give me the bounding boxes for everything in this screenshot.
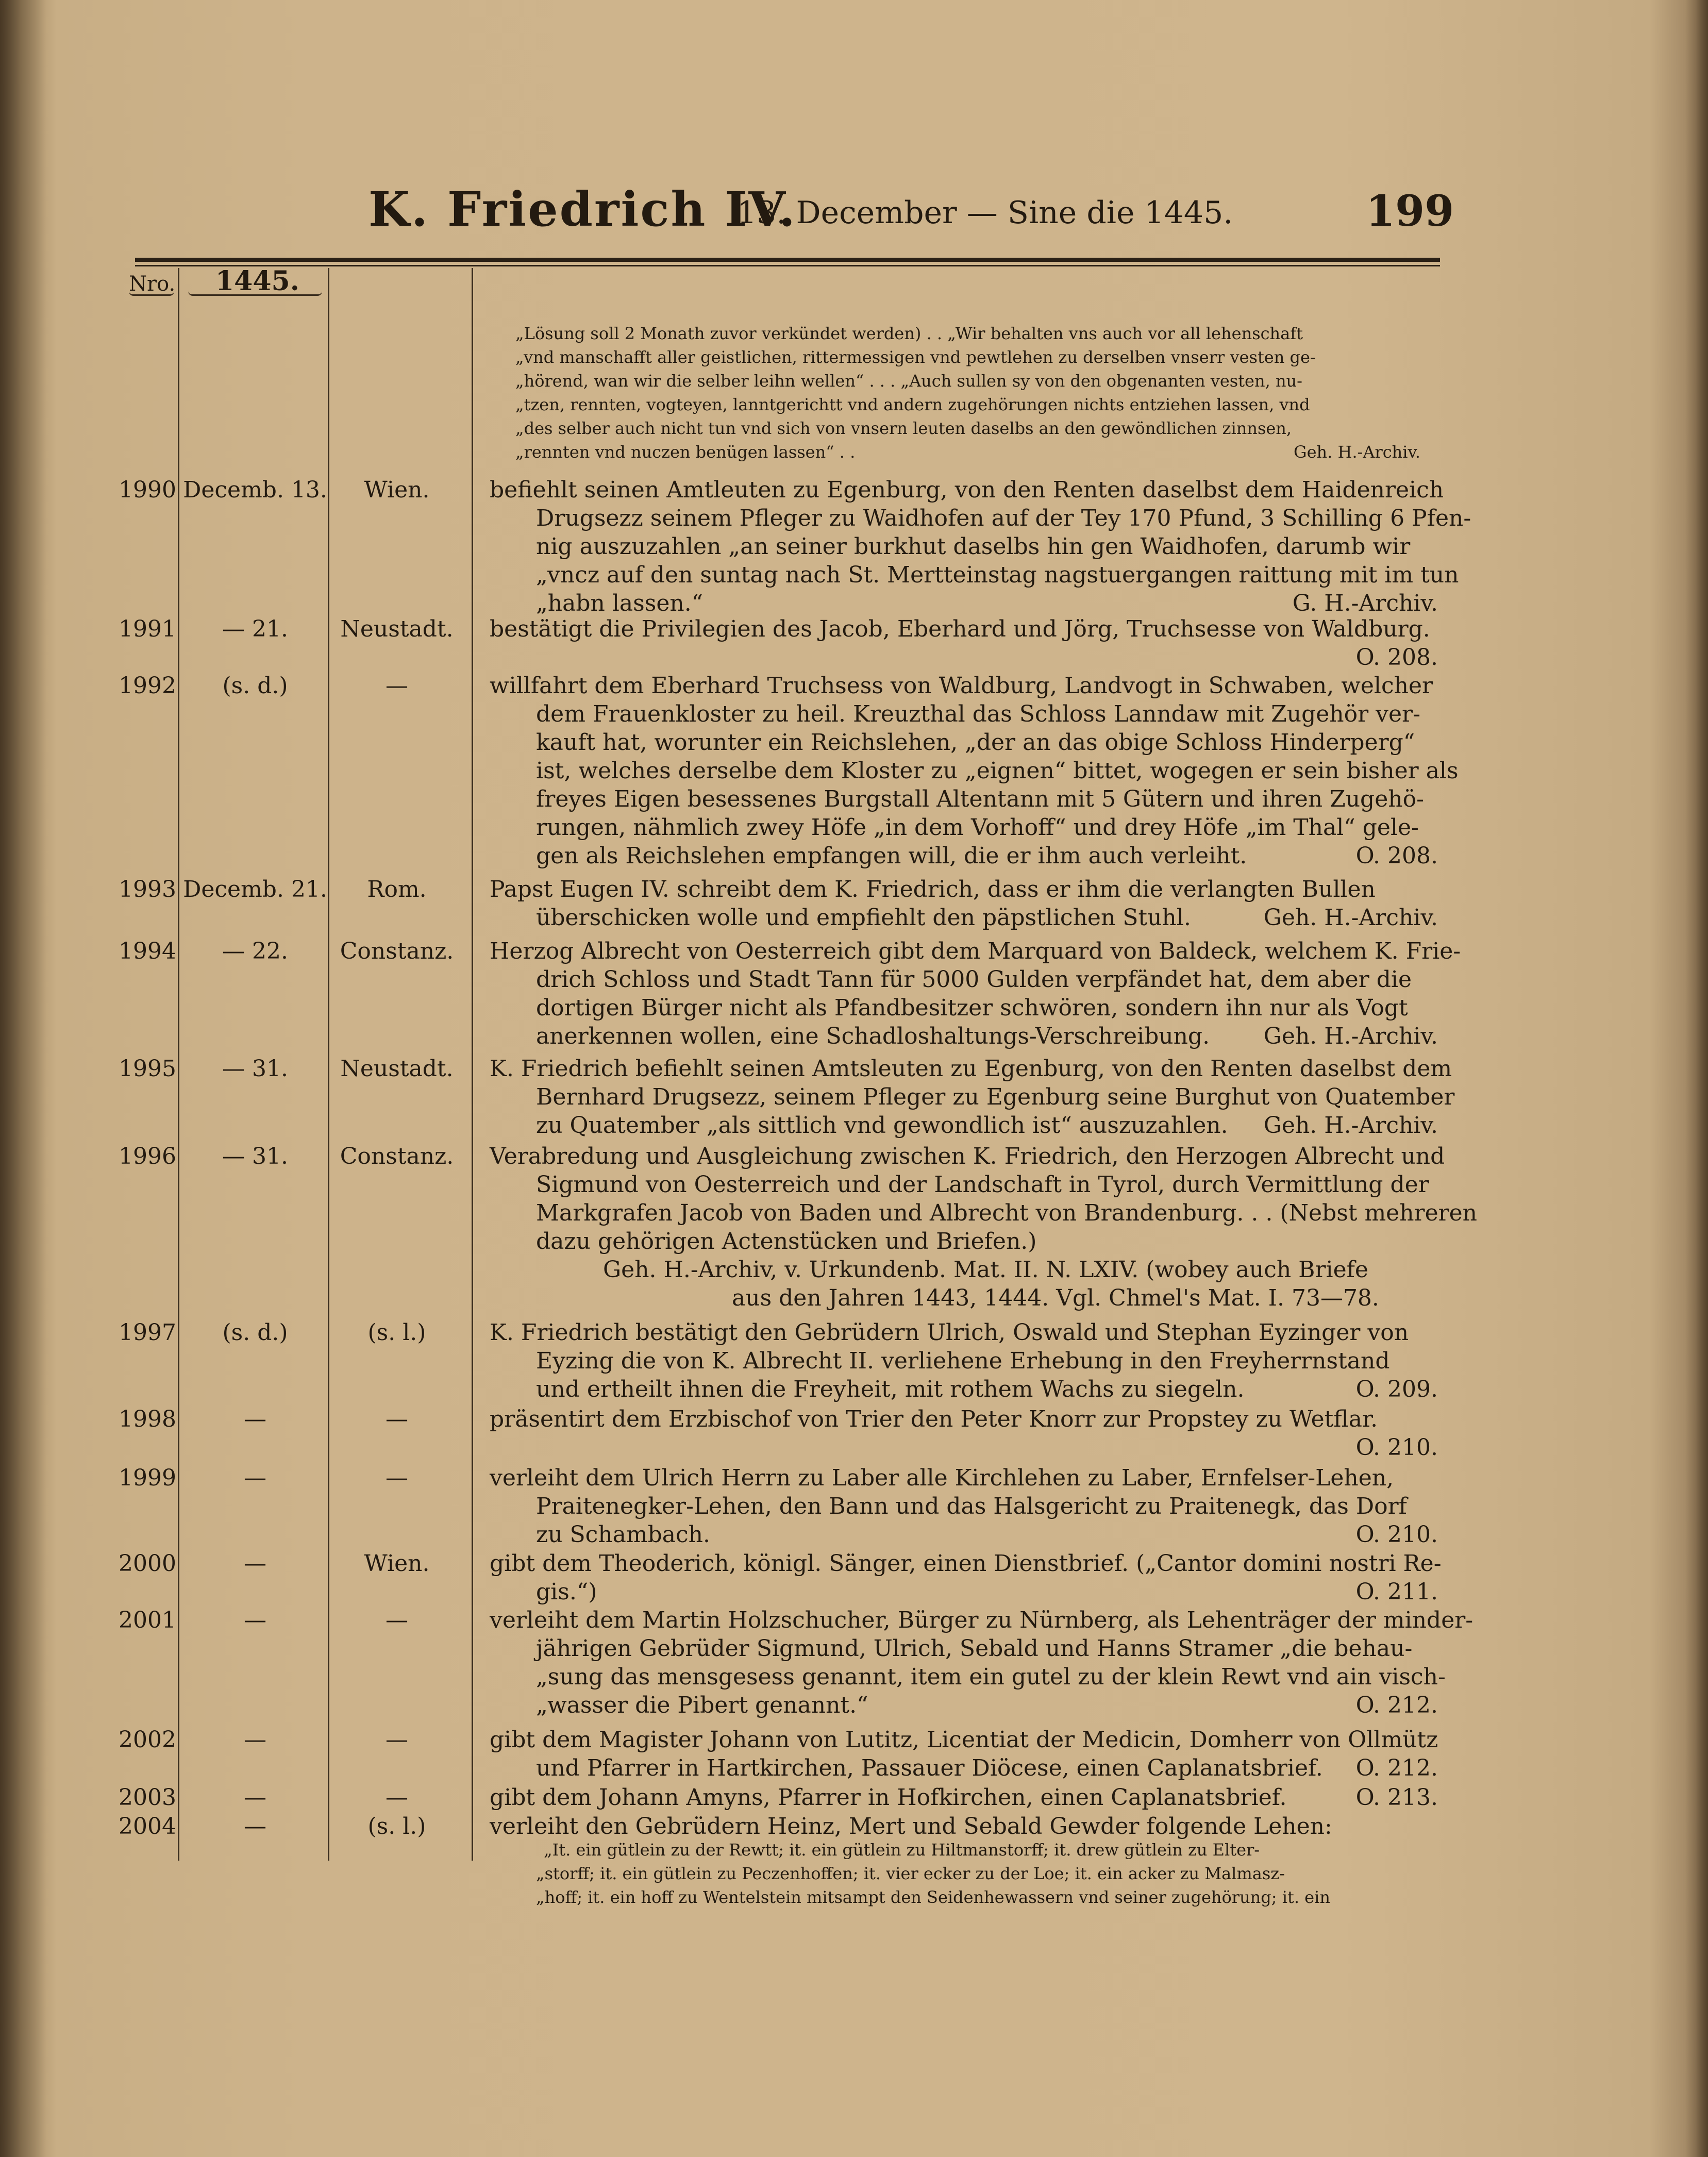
nro-brace	[129, 291, 174, 296]
entry-text-line: gen als Reichslehen empfangen will, die er ihm auch verleiht.	[536, 843, 1247, 869]
entry-number: 2001	[119, 1607, 176, 1633]
entry-text-line: Markgrafen Jacob von Baden und Albrecht von Brandenburg. . . (Nebst mehreren	[536, 1200, 1478, 1226]
year-brace	[188, 291, 322, 296]
entry-date: — 22.	[222, 938, 288, 964]
entry-number: 1992	[119, 673, 176, 699]
entry-text-line: „wasser die Pibert genannt.“	[536, 1692, 868, 1718]
entry-place: Constanz.	[340, 938, 454, 964]
header-rule-thick	[135, 258, 1440, 262]
entry-source: O. 210.	[1355, 1434, 1438, 1461]
entry-source: Geh. H.-Archiv.	[1263, 1023, 1438, 1049]
entry-text-line: aus den Jahren 1443, 1444. Vgl. Chmel's Mat. I. 73—78.	[732, 1285, 1379, 1311]
entry-source: O. 212.	[1355, 1755, 1438, 1781]
entry-text-line: zu Schambach.	[536, 1521, 710, 1548]
entry-text-line: dazu gehörigen Actenstücken und Briefen.)	[536, 1228, 1037, 1255]
entry-source: O. 209.	[1355, 1376, 1438, 1402]
entry-number: 1999	[119, 1465, 176, 1491]
entry-text-line: gibt dem Magister Johann von Lutitz, Licentiat der Medicin, Domherr von Ollmütz	[490, 1727, 1438, 1753]
entry-text-line: dem Frauenkloster zu heil. Kreuzthal das Schloss Lanndaw mit Zugehör ver-	[536, 701, 1420, 727]
entry-date: —	[244, 1784, 266, 1811]
entry-text-line: rungen, nähmlich zwey Höfe „in dem Vorhoff“ und drey Höfe „im Thal“ gele-	[536, 814, 1419, 841]
entry-text-line: Sigmund von Oesterreich und der Landschaft in Tyrol, durch Vermittlung der	[536, 1172, 1429, 1198]
entry-place: —	[386, 1465, 408, 1491]
entry-number: 2002	[119, 1727, 176, 1753]
entry-text-line: Papst Eugen IV. schreibt dem K. Friedrich, dass er ihm die verlangten Bullen	[490, 876, 1376, 902]
entry-text-line: „sung das mensgesess genannt, item ein gutel zu der klein Rewt vnd ain visch-	[536, 1664, 1446, 1690]
entry-number: 1991	[119, 616, 176, 642]
entry-place: Neustadt.	[340, 1056, 454, 1082]
entry-number: 1998	[119, 1406, 176, 1432]
header-rule-thin	[135, 265, 1440, 266]
running-date-range: 13. December — Sine die 1445.	[737, 195, 1233, 231]
entry-source: Geh. H.-Archiv.	[1263, 1112, 1438, 1139]
entry-number: 1995	[119, 1056, 176, 1082]
entry-text-line: drich Schloss und Stadt Tann für 5000 Gulden verpfändet hat, dem aber die	[536, 966, 1412, 993]
entry-text-line: jährigen Gebrüder Sigmund, Ulrich, Sebald und Hanns Stramer „die behau-	[536, 1635, 1413, 1662]
entry-text-line: nig auszuzahlen „an seiner burkhut daselbs hin gen Waidhofen, darumb wir	[536, 533, 1411, 560]
intro-line: „hörend, wan wir die selber leihn wellen“ . . . „Auch sullen sy von den obgenanten vesten, nu-	[515, 371, 1302, 391]
entry-text-line: dortigen Bürger nicht als Pfandbesitzer schwören, sondern ihn nur als Vogt	[536, 995, 1408, 1021]
entry-number: 1993	[119, 876, 176, 902]
entry-place: (s. l.)	[367, 1319, 426, 1346]
entry-place: —	[386, 1607, 408, 1633]
column-header-year: 1445.	[215, 265, 299, 297]
entry-place: —	[386, 1727, 408, 1753]
entry-text-line: verleiht dem Martin Holzschucher, Bürger zu Nürnberg, als Lehenträger der minder-	[490, 1607, 1473, 1633]
intro-source: Geh. H.-Archiv.	[1294, 442, 1420, 462]
entry-text-line: Praitenegker-Lehen, den Bann und das Halsgericht zu Praitenegk, das Dorf	[536, 1493, 1407, 1519]
entry-date: — 31.	[222, 1056, 288, 1082]
page-edge-shadow	[1685, 0, 1708, 2157]
entry-text-line: gibt dem Theoderich, königl. Sänger, einen Dienstbrief. („Cantor domini nostri Re-	[490, 1550, 1442, 1577]
entry-text-line: präsentirt dem Erzbischof von Trier den Peter Knorr zur Propstey zu Wetflar.	[490, 1406, 1378, 1432]
entry-text-line: Drugsezz seinem Pfleger zu Waidhofen auf der Tey 170 Pfund, 3 Schilling 6 Pfen-	[536, 505, 1471, 531]
entry-number: 2003	[119, 1784, 176, 1811]
entry-date: —	[244, 1406, 266, 1432]
entry-text-line: Bernhard Drugsezz, seinem Pfleger zu Egenburg seine Burghut von Quatember	[536, 1084, 1455, 1110]
entry-place: —	[386, 673, 408, 699]
entry-date: Decemb. 13.	[183, 477, 327, 503]
entry-text-line: Verabredung und Ausgleichung zwischen K. Friedrich, den Herzogen Albrecht und	[490, 1143, 1445, 1169]
entry-source: G. H.-Archiv.	[1292, 590, 1438, 616]
running-title: K. Friedrich IV.	[369, 181, 797, 237]
entry-source: O. 210.	[1355, 1521, 1438, 1548]
entry-place: Wien.	[364, 477, 430, 503]
entry-text-line: Herzog Albrecht von Oesterreich gibt dem Marquard von Baldeck, welchem K. Frie-	[490, 938, 1461, 964]
entry-source: O. 211.	[1355, 1579, 1438, 1605]
gutter-shadow	[0, 0, 46, 2157]
entry-place: Neustadt.	[340, 616, 454, 642]
entry-date: (s. d.)	[222, 673, 288, 699]
entry-text-line: „vncz auf den suntag nach St. Mertteinstag nagstuergangen raittung mit im tun	[536, 562, 1459, 588]
intro-line: „des selber auch nicht tun vnd sich von vnsern leuten daselbs an den gewöndlichen zinnsen,	[515, 419, 1292, 438]
entry-text-line: Eyzing die von K. Albrecht II. verliehene Erhebung in den Freyherrnstand	[536, 1348, 1390, 1374]
entry-text-line: und ertheilt ihnen die Freyheit, mit rothem Wachs zu siegeln.	[536, 1376, 1245, 1402]
footer-line: „hoff; it. ein hoff zu Wentelstein mitsampt den Seidenhewassern vnd seiner zugehörung; it. ein	[536, 1887, 1330, 1907]
entry-date: —	[244, 1607, 266, 1633]
entry-source: O. 212.	[1355, 1692, 1438, 1718]
entry-place: Constanz.	[340, 1143, 454, 1169]
column-divider-nro	[178, 268, 179, 1861]
entry-source: O. 208.	[1355, 843, 1438, 869]
entry-date: (s. d.)	[222, 1319, 288, 1346]
entry-number: 2004	[119, 1813, 176, 1840]
entry-text-line: bestätigt die Privilegien des Jacob, Eberhard und Jörg, Truchsesse von Waldburg.	[490, 616, 1430, 642]
entry-source: O. 208.	[1355, 644, 1438, 671]
entry-date: — 21.	[222, 616, 288, 642]
entry-text-line: ist, welches derselbe dem Kloster zu „eignen“ bittet, wogegen er sein bisher als	[536, 758, 1459, 784]
entry-text-line: und Pfarrer in Hartkirchen, Passauer Diöcese, einen Caplanatsbrief.	[536, 1755, 1323, 1781]
footer-line: „It. ein gütlein zu der Rewtt; it. ein gütlein zu Hiltmanstorff; it. drew gütlein zu Elter-	[544, 1840, 1260, 1860]
entry-place: Rom.	[367, 876, 427, 902]
entry-date: —	[244, 1727, 266, 1753]
entry-text-line: verleiht dem Ulrich Herrn zu Laber alle Kirchlehen zu Laber, Ernfelser-Lehen,	[490, 1465, 1394, 1491]
entry-text-line: Geh. H.-Archiv, v. Urkundenb. Mat. II. N. LXIV. (wobey auch Briefe	[603, 1257, 1368, 1283]
entry-date: —	[244, 1550, 266, 1577]
entry-text-line: willfahrt dem Eberhard Truchsess von Waldburg, Landvogt in Schwaben, welcher	[490, 673, 1433, 699]
entry-number: 2000	[119, 1550, 176, 1577]
entry-number: 1994	[119, 938, 176, 964]
entry-date: Decemb. 21.	[183, 876, 327, 902]
entry-source: O. 213.	[1355, 1784, 1438, 1811]
entry-number: 1997	[119, 1319, 176, 1346]
entry-text-line: gibt dem Johann Amyns, Pfarrer in Hofkirchen, einen Caplanatsbrief.	[490, 1784, 1287, 1811]
entry-text-line: „habn lassen.“	[536, 590, 704, 616]
entry-text-line: befiehlt seinen Amtleuten zu Egenburg, von den Renten daselbst dem Haidenreich	[490, 477, 1444, 503]
entry-text-line: K. Friedrich befiehlt seinen Amtsleuten zu Egenburg, von den Renten daselbst dem	[490, 1056, 1452, 1082]
footer-line: „storff; it. ein gütlein zu Peczenhoffen; it. vier ecker zu der Loe; it. ein acker zu Malmasz-	[536, 1864, 1285, 1883]
entry-text-line: K. Friedrich bestätigt den Gebrüdern Ulrich, Oswald und Stephan Eyzinger von	[490, 1319, 1409, 1346]
entry-text-line: kauft hat, worunter ein Reichslehen, „der an das obige Schloss Hinderperg“	[536, 729, 1415, 756]
entry-date: —	[244, 1465, 266, 1491]
entry-text-line: freyes Eigen besessenes Burgstall Altentann mit 5 Gütern und ihren Zugehö-	[536, 786, 1424, 812]
entry-text-line: gis.“)	[536, 1579, 597, 1605]
entry-date: —	[244, 1813, 266, 1840]
entry-text-line: zu Quatember „als sittlich vnd gewondlich ist“ auszuzahlen.	[536, 1112, 1228, 1139]
column-divider-place	[472, 268, 473, 1861]
entry-place: —	[386, 1406, 408, 1432]
entry-text-line: überschicken wolle und empfiehlt den päpstlichen Stuhl.	[536, 905, 1191, 931]
entry-number: 1990	[119, 477, 176, 503]
entry-text-line: verleiht den Gebrüdern Heinz, Mert und Sebald Gewder folgende Lehen:	[490, 1813, 1332, 1840]
intro-line: „Lösung soll 2 Monath zuvor verkündet werden) . . „Wir behalten vns auch vor all lehenschaft	[515, 324, 1303, 343]
intro-line: „vnd manschafft aller geistlichen, rittermessigen vnd pewtlehen zu derselben vnserr vesten ge-	[515, 347, 1316, 367]
entry-place: Wien.	[364, 1550, 430, 1577]
entry-source: Geh. H.-Archiv.	[1263, 905, 1438, 931]
entry-number: 1996	[119, 1143, 176, 1169]
entry-place: —	[386, 1784, 408, 1811]
entry-text-line: anerkennen wollen, eine Schadloshaltungs-Verschreibung.	[536, 1023, 1210, 1049]
entry-date: — 31.	[222, 1143, 288, 1169]
intro-line: „tzen, rennten, vogteyen, lanntgerichtt vnd andern zugehörungen nichts entziehen lassen, vnd	[515, 395, 1310, 414]
entry-place: (s. l.)	[367, 1813, 426, 1840]
intro-line: „rennten vnd nuczen benügen lassen“ . .	[515, 442, 856, 462]
column-header-nro: Nro.	[129, 272, 176, 296]
page-number: 199	[1366, 187, 1454, 236]
